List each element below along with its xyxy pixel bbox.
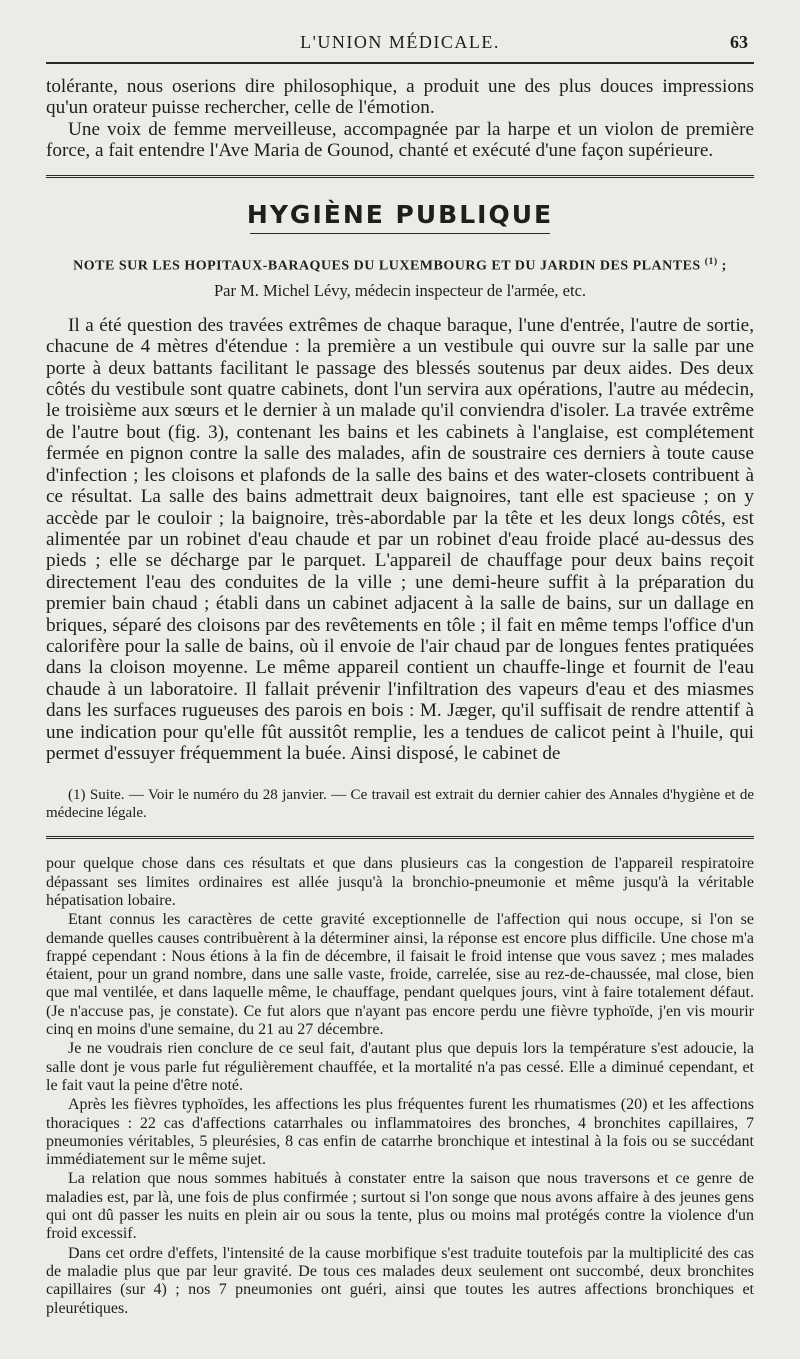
header-rule	[46, 62, 754, 64]
page-number: 63	[730, 32, 748, 52]
lower-paragraph: Dans cet ordre d'effets, l'intensité de la cause morbifique s'est traduite toutefois par la multiplicité des cas de maladie plus que par leur gravité. De tous ces malades deux seulement ont succombé, deux bronchites capillaires (sur 4) ; nos 7 pneumonies ont guéri, ainsi que toutes les autres affections bronchiques et pleurétiques.	[46, 1244, 754, 1317]
footnote-divider	[46, 836, 754, 839]
article-body	[46, 315, 754, 765]
intro-paragraph: tolérante, nous oserions dire philosophique, a produit une des plus douces impressions qu'un orateur puisse rechercher, celle de l'émotion.	[46, 76, 754, 119]
lower-paragraph: Je ne voudrais rien conclure de ce seul fait, d'autant plus que depuis lors la température s'est adoucie, la salle dont je vous parle fut régulièrement chauffée, et la mortalité n'a pas cessé. Elle a diminué cependant, et le fait vaut la peine d'être noté.	[46, 1040, 754, 1094]
section-heading	[46, 200, 754, 234]
lower-paragraph: pour quelque chose dans ces résultats et que dans plusieurs cas la congestion de l'appareil respiratoire dépassant ses limites ordinaires est allée jusqu'à la bronchio-pneumonie et même jusqu'à la véritable hépatisation lobaire.	[46, 855, 754, 909]
article-paragraph: Il a été question des travées extrêmes de chaque baraque, l'une d'entrée, l'autre de sortie, chacune de 4 mètres d'étendue : la première a un vestibule qui ouvre sur la salle par une porte à deux battants facilitant le passage des blessés soutenus par deux aides. Des deux côtés du vestibule sont quatre cabinets, dont l'un servira aux opérations, l'autre au médecin, le troisième aux sœurs et le dernier à un malade qu'il conviendra d'isoler. La travée extrême de l'autre bout (fig. 3), contenant les bains et les cabinets à l'anglaise, est complétement fermée en pignon contre la salle des malades, afin de soustraire ces derniers à toute cause d'infection ; les cloisons et plafonds de la salle des bains et des water-closets contribuent à ce résultat. La salle des bains admettrait deux baignoires, tant elle est spacieuse ; on y accède par le couloir ; la baignoire, très-abordable par la tête et les deux longs côtés, est alimentée par un robinet d'eau chaude et par un robinet d'eau froide placé au-dessus des pieds ; elle se décharge par le parquet. L'appareil de chauffage pour deux bains reçoit directement l'eau des conduites de la ville ; une demi-heure suffit à la préparation du premier bain chaud ; établi dans un cabinet adjacent à la salle de bains, sur un dallage en briques, séparé des cloisons par des revêtements en tôle ; il fait en même temps l'office d'un calorifère pour la salle de bains, où il envoie de l'air chaud par de longues fentes pratiquées dans la cloison moyenne. Le même appareil contient un chauffe-linge et fournit de l'eau chaude à un laboratoire. Il fallait prévenir l'infiltration des vapeurs d'eau et des miasmes dans les surfaces rugueuses des parois en bois : M. Jæger, qu'il suffisait de rendre attentif à une indication pour qu'elle fût aussitôt remplie, les a tendues de calicot peint à l'huile, qui permet d'essuyer fréquemment la buée. Ainsi disposé, le cabinet de	[46, 314, 754, 764]
intro-text	[46, 76, 754, 161]
byline: Par M. Michel Lévy, médecin inspecteur de l'armée, etc.	[213, 280, 587, 300]
lower-article-body	[46, 855, 754, 1317]
section-title-rule	[250, 233, 550, 234]
note-title-end: ;	[717, 258, 727, 274]
footnote	[46, 786, 754, 822]
note-title	[46, 256, 754, 275]
section-title: HYGIÈNE PUBLIQUE	[246, 200, 554, 230]
section-divider	[46, 175, 754, 178]
journal-title: L'UNION MÉDICALE.	[300, 32, 500, 52]
lower-paragraph: La relation que nous sommes habitués à constater entre la saison que nous traversons et ce genre de maladies est, par là, une fois de plus confirmée ; surtout si l'on songe que nous avons affaire à des jeunes gens qui ont dû passer les nuits en plein air ou sous la tente, plus ou moins mal protégés contre la violence d'un froid excessif.	[46, 1170, 754, 1243]
lower-paragraph: Après les fièvres typhoïdes, les affections les plus fréquentes furent les rhumatismes (20) et les affections thoraciques : 22 cas d'affections catarrhales ou inflammatoires des bronches, 4 bronchites capillaires, 7 pneumonies véritables, 5 pleurésies, 8 cas enfin de catarrhe bronchique et intestinal à la fois ou se succédant immédiatement sur le même sujet.	[46, 1096, 754, 1169]
intro-paragraph: Une voix de femme merveilleuse, accompagnée par la harpe et un violon de première force, a fait entendre l'Ave Maria de Gounod, chanté et exécuté d'une façon supérieure.	[46, 118, 754, 161]
lower-paragraph: Etant connus les caractères de cette gravité exceptionnelle de l'affection qui nous occupe, si l'on se demande quelles causes contribuèrent à la déterminer ainsi, la réponse est encore plus difficile. Une chose m'a frappé cependant : Nous étions à la fin de décembre, il faisait le froid intense que vous savez ; mes malades étaient, pour un grand nombre, dans une salle vaste, froide, carrelée, sise au rez-de-chaussée, mal close, bien que mal ventilée, et dans laquelle même, le chauffage, pendant quelques jours, vint à faire totalement défaut. (Je n'accuse pas, je constate). Ce fut alors que n'ayant pas encore perdu une fièvre typhoïde, j'en vis mourir cinq en moins d'une semaine, du 21 au 27 décembre.	[46, 911, 754, 1039]
footnote-text: (1) Suite. — Voir le numéro du 28 janvier. — Ce travail est extrait du dernier cahier des Annales d'hygiène et de médecine légale.	[46, 787, 754, 822]
footnote-reference: (1)	[704, 256, 718, 268]
note-title-text: NOTE SUR LES HOPITAUX-BARAQUES DU LUXEMBOURG ET DU JARDIN DES PLANTES	[73, 258, 701, 274]
running-head	[46, 0, 754, 62]
